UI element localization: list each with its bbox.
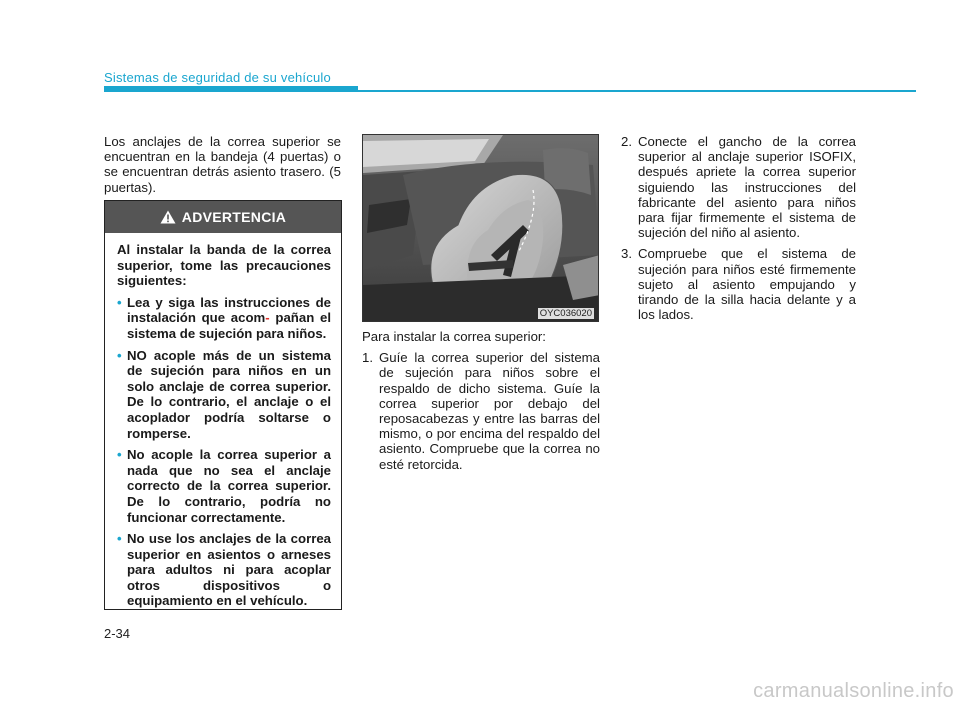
step-number: 1. — [362, 350, 373, 366]
bullet-icon: • — [117, 531, 122, 547]
instructions-intro: Para instalar la correa superior: — [362, 329, 546, 344]
page-number: 2-34 — [104, 626, 131, 641]
instructions-column — [362, 329, 600, 472]
warning-header — [105, 201, 341, 233]
child-seat-photo — [362, 134, 599, 322]
warning-item — [117, 348, 331, 442]
step-number: 2. — [621, 134, 632, 149]
warning-item-text: No use los anclajes de la correa superior en asientos o arneses para adultos ni para acoplar otros dispositivos o equipamiento en el vehículo. — [127, 531, 331, 609]
instructions-column-continued — [621, 134, 856, 322]
warning-item-text: No acople la correa superior a nada que no sea el anclaje correcto de la correa superior. De lo contrario, podría no funcionar correctamente. — [127, 447, 331, 525]
warning-body — [105, 233, 341, 609]
instruction-step — [362, 350, 600, 472]
bullet-icon: • — [117, 347, 122, 363]
instruction-step — [621, 246, 856, 322]
step-number: 3. — [621, 246, 632, 262]
instruction-step — [621, 134, 856, 240]
child-seat-illustration — [363, 135, 599, 322]
warning-list — [117, 295, 331, 609]
section-title: Sistemas de seguridad de su vehículo — [104, 70, 331, 85]
warning-item-text: NO acople más de un sistema de sujeción para niños en un solo anclaje de correa superior. De lo contrario, el anclaje o el acoplador podría soltarse o romperse. — [127, 347, 331, 441]
warning-item — [117, 447, 331, 525]
warning-triangle-icon — [160, 210, 176, 224]
hyphen-mark: - — [265, 310, 270, 326]
warning-item-text-cont: pañan el sistema de sujeción para niños. — [127, 310, 331, 341]
warning-item-text: Lea y siga las instrucciones de instalación que acom — [127, 294, 331, 326]
header-rule — [104, 90, 916, 92]
step-text: Conecte el gancho de la correa superior al anclaje superior ISOFIX, después apriete la correa superior siguiendo las instrucciones del fabricante del asiento para niños para fijar firmemente el sistema de sujeción del niño al asiento. — [638, 134, 856, 241]
step-text: Compruebe que el sistema de sujeción para niños esté firmemente sujeto al asiento empujando y tirando de la silla hacia delante y a los lados. — [638, 246, 856, 323]
bullet-icon: • — [117, 447, 122, 463]
figure-code: OYC036020 — [539, 308, 592, 319]
warning-heading: ADVERTENCIA — [181, 209, 287, 225]
warning-item — [117, 295, 331, 342]
warning-box — [104, 200, 342, 610]
warning-item — [117, 531, 331, 609]
intro-text: Los anclajes de la correa superior se encuentran en la bandeja (4 puertas) o se encuentran detrás asiento trasero. (5 puertas). — [104, 134, 341, 195]
bullet-icon: • — [117, 294, 122, 310]
step-text: Guíe la correa superior del sistema de sujeción para niños sobre el respaldo de dicho sistema. Guíe la correa superior por debajo del reposacabezas y entre las barras del mismo, o por encima del respaldo del asiento. Compruebe que la correa no esté retorcida. — [379, 350, 600, 472]
intro-paragraph — [104, 134, 341, 195]
warning-lead: Al instalar la banda de la correa superior, tome las precauciones siguientes: — [117, 242, 331, 289]
watermark: carmanualsonline.info — [753, 680, 954, 702]
